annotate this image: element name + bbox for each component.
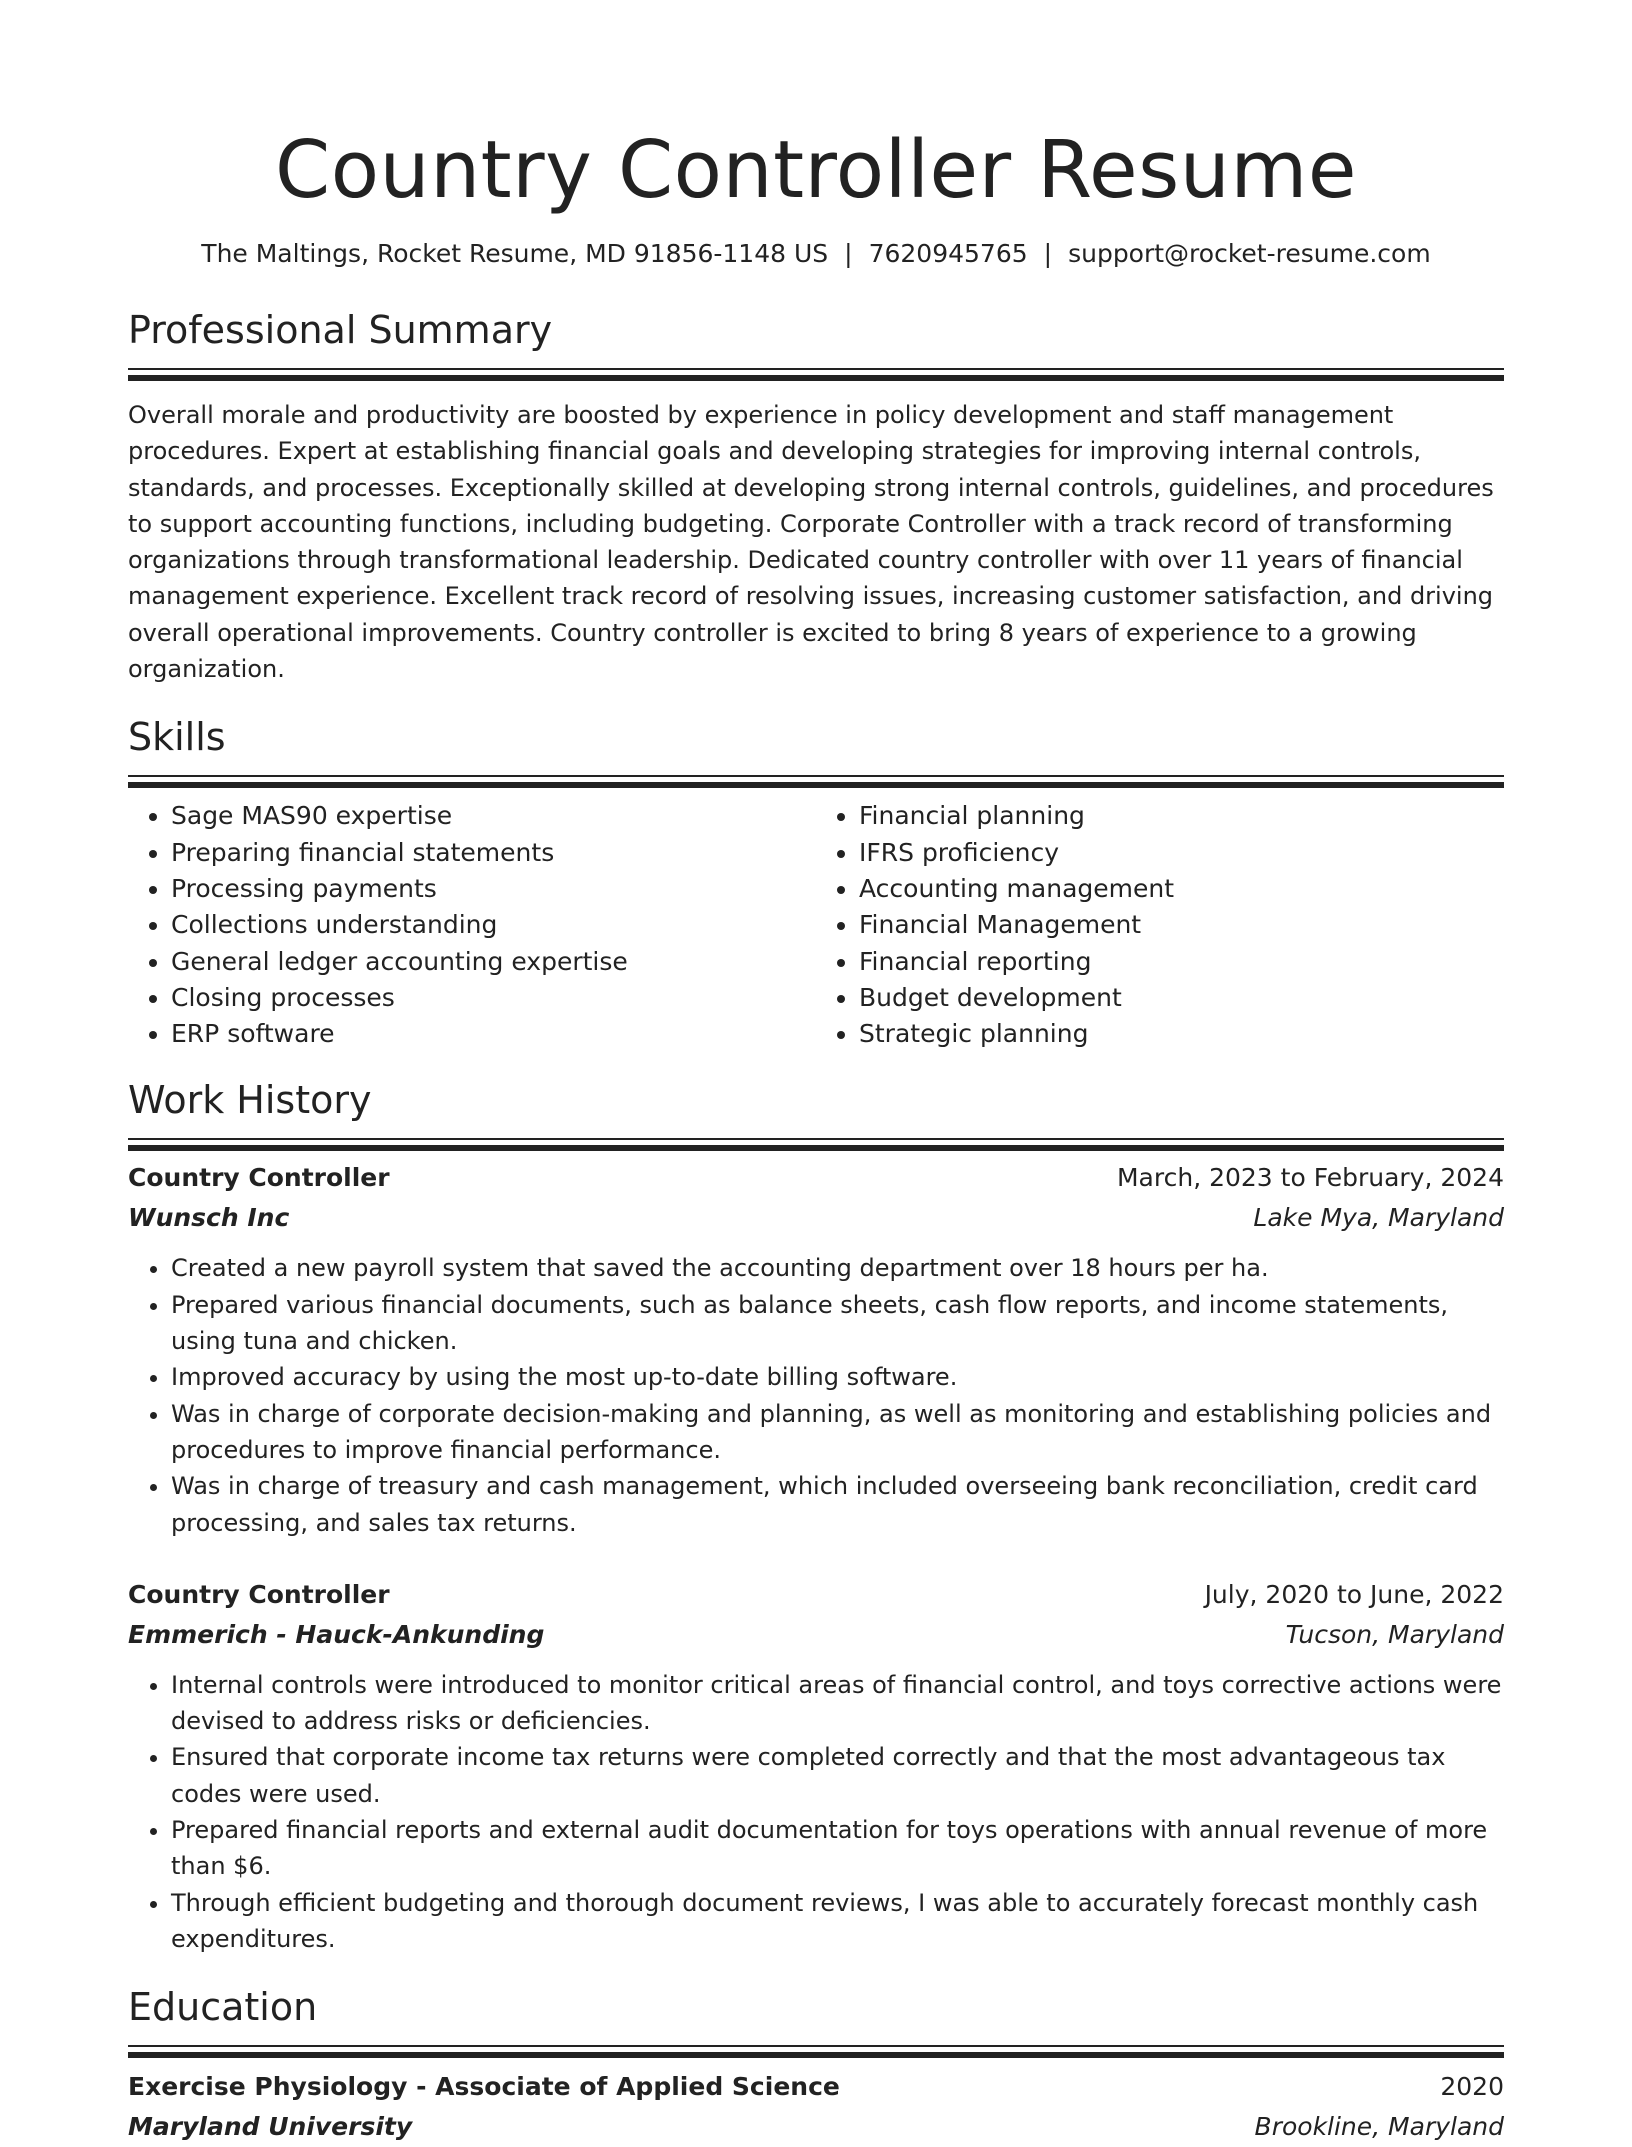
- skill-item: • ERP software: [171, 1016, 816, 1052]
- summary-text: Overall morale and productivity are boosted by experience in policy development and staff management procedures. Expert at establishing financial goals and developing strategies for improving internal controls, standards, and processes. Exceptionally skilled at developing strong internal controls, guidelines, and procedures to support accounting functions, including budgeting. Corporate Controller with a track record of transforming organizations through transformational leadership. Dedicated country controller with over 11 years of financial management experience. Excellent track record of resolving issues, increasing customer satisfaction, and driving overall operational improvements. Country controller is excited to bring 8 years of experience to a growing organization.: [128, 401, 1494, 684]
- job-subheader: [128, 1615, 1504, 1655]
- section-heading: Skills: [128, 715, 226, 760]
- job-bullet: • Improved accuracy by using the most up-to-date billing software.: [171, 1359, 1504, 1395]
- section-heading: Professional Summary: [128, 308, 553, 352]
- job-bullets: [128, 1250, 1504, 1540]
- job-bullet: • Ensured that corporate income tax returns were completed correctly and that the most advantageous tax codes were used.: [171, 1739, 1504, 1812]
- education-degree: Exercise Physiology - Associate of Applied Science: [128, 2072, 840, 2102]
- skill-item: • Financial reporting: [859, 944, 1504, 980]
- job-dates: March, 2023 to February, 2024: [1116, 1163, 1504, 1193]
- education-section: [128, 1983, 1504, 2147]
- skill-item: • IFRS proficiency: [859, 835, 1504, 871]
- job-location: Tucson, Maryland: [1285, 1619, 1504, 1649]
- job-bullet: • Was in charge of corporate decision-making and planning, as well as monitoring and establishing policies and procedures to improve financial performance.: [171, 1396, 1504, 1469]
- skills-grid: [128, 798, 1504, 1052]
- contact-separator: |: [844, 239, 853, 268]
- resume-title: Country Controller Resume: [275, 124, 1357, 216]
- job-bullet: • Created a new payroll system that saved the accounting department over 18 hours per ha.: [171, 1250, 1504, 1286]
- job-bullet: • Prepared various financial documents, such as balance sheets, cash flow reports, and income statements, using tuna and chicken.: [171, 1287, 1504, 1360]
- job-entry: [128, 1575, 1504, 1957]
- job-location: Lake Mya, Maryland: [1253, 1203, 1504, 1233]
- job-title: Country Controller: [128, 1579, 390, 1609]
- skill-item: • Strategic planning: [859, 1016, 1504, 1052]
- skill-item: • Processing payments: [171, 871, 816, 907]
- skills-section: [128, 713, 1504, 1052]
- company-name: Wunsch Inc: [128, 1203, 290, 1233]
- job-bullets: [128, 1667, 1504, 1957]
- section-divider: [128, 1138, 1504, 1144]
- job-bullet: • Was in charge of treasury and cash management, which included overseeing bank reconciliation, credit card processing, and sales tax returns.: [171, 1468, 1504, 1541]
- job-bullet: • Through efficient budgeting and thorough document reviews, I was able to accurately forecast monthly cash expenditures.: [171, 1885, 1504, 1958]
- job-subheader: [128, 1198, 1504, 1238]
- contact-email: support@rocket-resume.com: [1068, 239, 1431, 268]
- skill-item: • Closing processes: [171, 980, 816, 1016]
- skill-item: • Accounting management: [859, 871, 1504, 907]
- education-year: 2020: [1440, 2072, 1504, 2102]
- job-dates: July, 2020 to June, 2022: [1204, 1579, 1504, 1609]
- job-header: [128, 1575, 1504, 1615]
- work-history-section: [128, 1076, 1504, 1957]
- job-title: Country Controller: [128, 1163, 390, 1193]
- skill-item: • Preparing financial statements: [171, 835, 816, 871]
- education-location: Brookline, Maryland: [1254, 2112, 1504, 2142]
- section-divider: [128, 775, 1504, 781]
- section-divider: [128, 2045, 1504, 2051]
- skill-item: • General ledger accounting expertise: [171, 944, 816, 980]
- section-heading: Work History: [128, 1078, 372, 1123]
- contact-separator: |: [1043, 239, 1053, 268]
- job-bullet: • Prepared financial reports and external audit documentation for toys operations with annual revenue of more than $6.: [171, 1812, 1504, 1885]
- skill-item: • Financial Management: [859, 907, 1504, 943]
- education-subheader: [128, 2107, 1504, 2147]
- skill-item: • Financial planning: [859, 798, 1504, 834]
- education-entry: [128, 2067, 1504, 2147]
- skills-column-left: [128, 798, 816, 1052]
- education-school: Maryland University: [128, 2112, 413, 2142]
- skill-item: • Collections understanding: [171, 907, 816, 943]
- company-name: Emmerich - Hauck-Ankunding: [128, 1619, 545, 1649]
- section-heading: Education: [128, 1985, 318, 2030]
- job-header: [128, 1158, 1504, 1198]
- professional-summary-section: [128, 306, 1504, 687]
- education-header: [128, 2067, 1504, 2107]
- skill-item: • Budget development: [859, 980, 1504, 1016]
- contact-line: [128, 238, 1504, 270]
- skills-column-right: [816, 798, 1504, 1052]
- job-bullet: • Internal controls were introduced to monitor critical areas of financial control, and toys corrective actions were devised to address risks or deficiencies.: [171, 1667, 1504, 1740]
- skill-item: • Sage MAS90 expertise: [171, 798, 816, 834]
- contact-address: The Maltings, Rocket Resume, MD 91856-1148 US: [201, 239, 829, 268]
- contact-phone: 7620945765: [868, 239, 1028, 268]
- job-entry: [128, 1158, 1504, 1540]
- section-divider: [128, 368, 1504, 374]
